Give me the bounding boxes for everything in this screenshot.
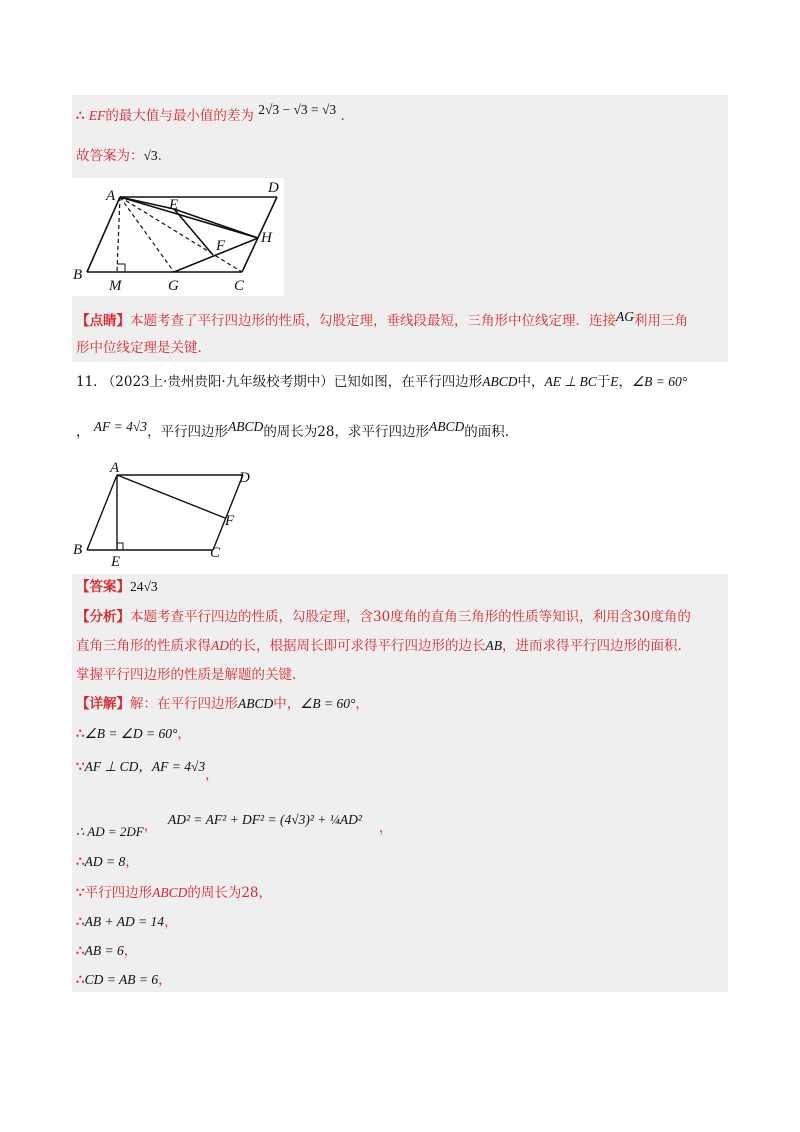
analysis-line-1: 【分析】本题考查平行四边的性质，勾股定理，含30度角的直角三角形的性质等知识，利用含30度角的 <box>76 609 691 625</box>
comment-line-2: 形中位线定理是关键. <box>76 340 202 356</box>
answer-line: 【答案】24√3 <box>76 579 158 595</box>
detail-step-2: ∵AF ⊥ CD，AF = 4√3， <box>76 759 219 783</box>
problem-11-line-2: ， AF = 4√3，平行四边形ABCD的周长为28，求平行四边形ABCD的面积. <box>76 419 510 440</box>
detail-step-7: ∴AB = 6， <box>76 943 138 959</box>
answer-line-1: 故答案为：√3. <box>76 148 162 164</box>
detail-step-1: ∴∠B = ∠D = 60°， <box>76 726 191 742</box>
detail-step-4: ∴AD = 8， <box>76 854 139 870</box>
figure2-label-b: B <box>73 542 83 558</box>
figure2-label-a: A <box>110 460 120 476</box>
parallelogram-figure-2 <box>70 458 260 570</box>
detail-step-6: ∴AB + AD = 14， <box>76 914 178 930</box>
figure1-label-f: F <box>216 238 226 254</box>
max-min-difference-line: ∴ EF的最大值与最小值的差为 2√3 − √3 = √3 . <box>76 102 345 124</box>
figure2-label-d: D <box>239 470 250 486</box>
figure1-label-g: G <box>168 278 179 294</box>
parallelogram-figure-1 <box>72 178 284 296</box>
detail-step-5: ∵平行四边形ABCD的周长为28， <box>76 885 273 901</box>
figure1-label-b: B <box>73 267 83 283</box>
figure2-label-f: F <box>225 513 235 529</box>
figure1-label-c: C <box>234 278 245 294</box>
problem-11-line-1: 11. （2023上·贵州贵阳·九年级校考期中）已知如图，在平行四边形ABCD中，AE ⊥ BC于E，∠B = 60° <box>76 374 688 390</box>
comment-line-1: 【点睛】本题考查了平行四边形的性质，勾股定理，垂线段最短，三角形中位线定理．连接AG利用三角 <box>76 309 688 329</box>
detail-step-3: ∴ AD = 2DF， AD² = AF² + DF² = (4√3)² + ¼AD² ， <box>76 812 393 839</box>
figure1-label-h: H <box>261 230 272 246</box>
figure2-label-e: E <box>111 554 121 570</box>
analysis-line-3: 掌握平行四边形的性质是解题的关键. <box>76 667 297 683</box>
figure2-label-c: C <box>210 545 221 561</box>
detail-step-8: ∴CD = AB = 6， <box>76 972 172 988</box>
figure1-label-e: E <box>169 197 179 213</box>
detail-intro-line: 【详解】解：在平行四边形ABCD中，∠B = 60°， <box>76 696 369 712</box>
figure1-label-m: M <box>109 278 122 294</box>
figure1-label-d: D <box>268 180 279 196</box>
figure1-label-a: A <box>106 188 116 204</box>
analysis-line-2: 直角三角形的性质求得AD的长，根据周长即可求得平行四边形的边长AB，进而求得平行四边形的面积. <box>76 638 682 654</box>
